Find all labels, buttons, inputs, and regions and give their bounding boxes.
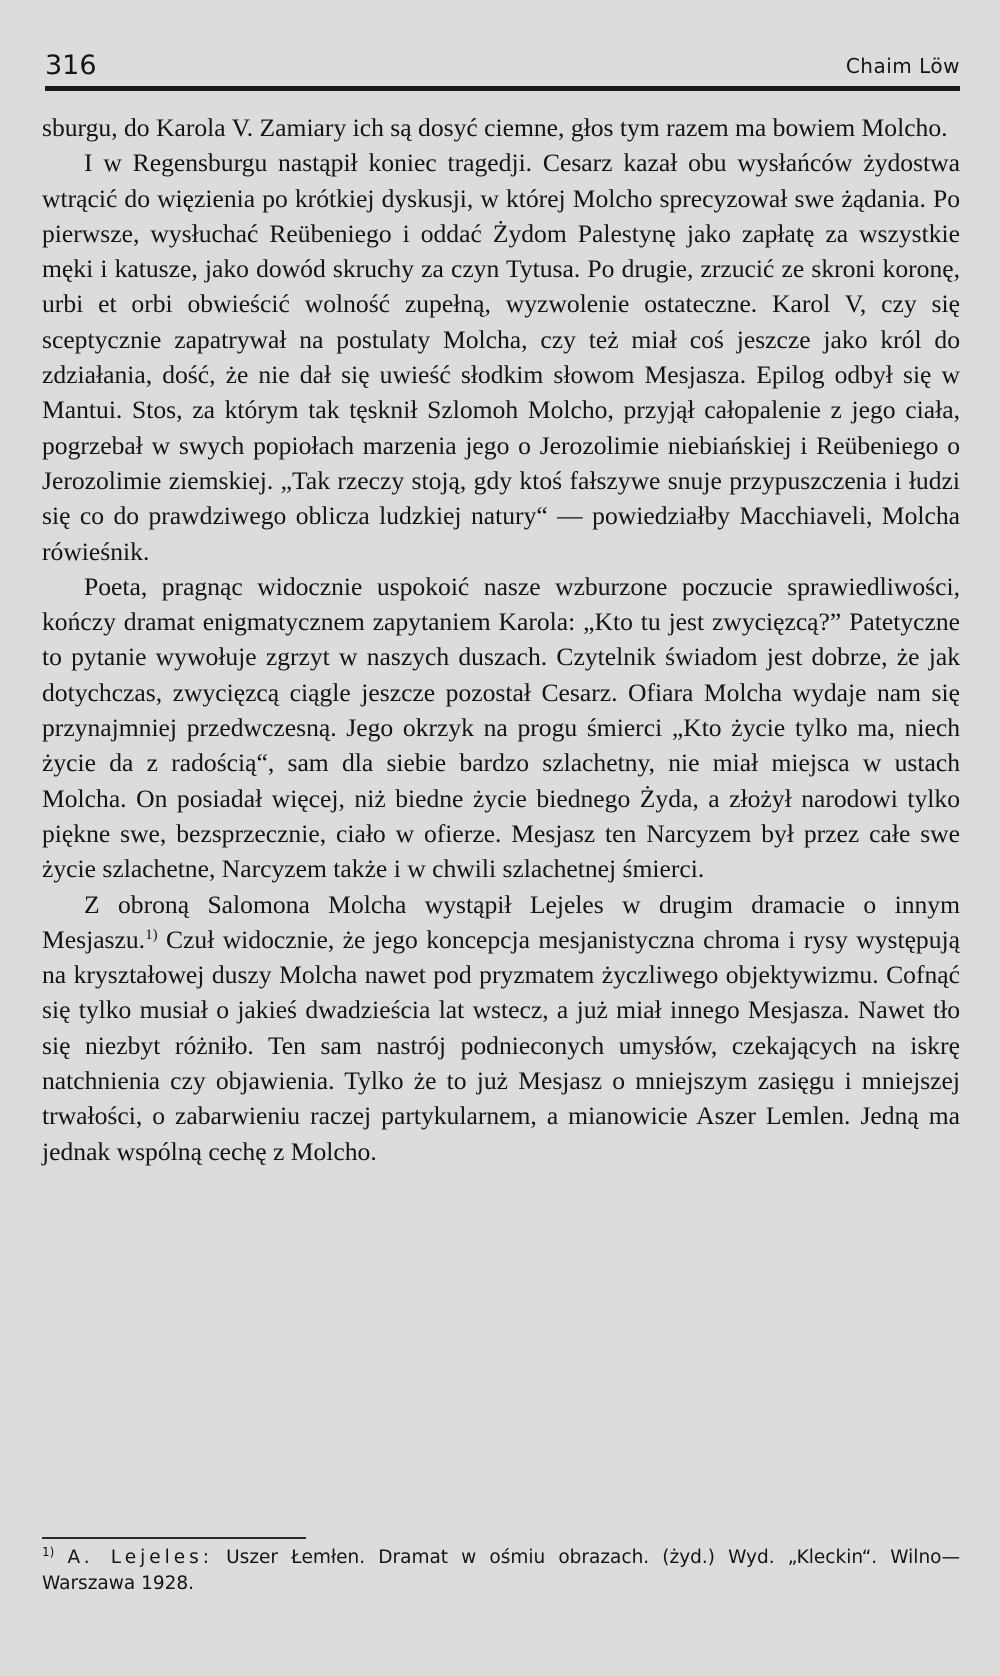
page-header bbox=[45, 42, 960, 94]
paragraph-lead: Z obroną Salomona Molcha wystąpił Lejeles w drugim dramacie o innym Mesjaszu. bbox=[42, 889, 960, 954]
paragraph: Poeta, pragnąc widocznie uspokoić nasze wzburzone poczucie sprawiedliwości, kończy dramat enigmatycznem zapytaniem Karola: „Kto tu jest zwycięzcą?” Patetyczne to pytanie wywołuje zgrzyt w naszych duszach. Czytelnik świadom jest dobrze, że jak dotychczas, zwycięzcą ciągle jeszcze pozostał Cesarz. Ofiara Molcha wydaje nam się przynajmniej przedwczesną. Jego okrzyk na progu śmierci „Kto życie tylko ma, niech życie da z radością“, sam dla siebie bardzo szlachetny, nie miał miejsca w ustach Molcha. On posiadał więcej, niż biedne życie biednego Żyda, a złożył narodowi tylko piękne swe, bezsprzecznie, ciało w ofierze. Mesjasz ten Narcyzem był przez całe swe życie szlachetne, Narcyzem także i w chwili szlachetnej śmierci. bbox=[42, 571, 960, 884]
paragraph-rest: Czuł widocznie, że jego koncepcja mesjanistyczna chroma i rysy występują na kryształowej duszy Molcha nawet pod pryzmatem życzliwego objektywizmu. Cofnąć się tylko musiał o jakieś dwadzieścia lat wstecz, a już miał innego Mesjasza. Nawet tło się niezbyt różniło. Ten sam nastrój podnieconych umysłów, czekających na iskrę natchnienia czy objawienia. Tylko że to już Mesjasz o mniejszym zasięgu i mniejszej trwałości, o zabarwieniu raczej partykularnem, a mianowicie Aszer Lemlen. Jedną ma jednak wspólną cechę z Molcho. bbox=[42, 924, 960, 1166]
page-number: 316 bbox=[45, 50, 97, 81]
footnote-marker: 1) bbox=[42, 1545, 55, 1559]
paragraph-continued: sburgu, do Karola V. Zamiary ich są dosyć ciemne, głos tym razem ma bowiem Molcho. bbox=[42, 113, 948, 142]
header-rule bbox=[45, 86, 960, 91]
footnote-text: Uszer Łemłen. Dramat w ośmiu obrazach. (żyd.) Wyd. „Kleckin“. Wilno—Warszawa 1928. bbox=[42, 1547, 960, 1594]
footnote-reference: 1) bbox=[145, 926, 158, 943]
footnote bbox=[42, 1545, 960, 1597]
footnote-rule bbox=[42, 1537, 306, 1539]
footnote-author: A. Lejeles: bbox=[67, 1547, 214, 1568]
body-text bbox=[42, 110, 960, 1169]
running-title: Chaim Löw bbox=[845, 54, 960, 78]
paragraph: I w Regensburgu nastąpił koniec tragedji. Cesarz kazał obu wysłańców żydostwa wtrącić do więzienia po krótkiej dyskusji, w której Molcho sprecyzował swe żądania. Po pierwsze, wysłuchać Reübeniego i oddać Żydom Palestynę jako zapłatę za wszystkie męki i katusze, jako dowód skruchy za czyn Tytusa. Po drugie, zrzucić ze skroni koronę, urbi et orbi obwieścić wolność zupełną, wyzwolenie ostateczne. Karol V, czy się sceptycznie zapatrywał na postulaty Molcha, czy też miał coś jeszcze jako król do zdziałania, dość, że nie dał się uwieść słodkim słowom Mesjasza. Epilog odbył się w Mantui. Stos, za którym tak tęsknił Szlomoh Molcho, przyjął całopalenie z jego ciała, pogrzebał w swych popiołach marzenia jego o Jerozolimie niebiańskiej i Reübeniego o Jerozolimie ziemskiej. „Tak rzeczy stoją, gdy ktoś fałszywe snuje przypuszczenia i łudzi się co do prawdziwego oblicza ludzkiej natury“ — powiedziałby Macchiaveli, Molcha rówieśnik. bbox=[42, 148, 960, 566]
paragraph-with-footnote bbox=[42, 887, 960, 1169]
